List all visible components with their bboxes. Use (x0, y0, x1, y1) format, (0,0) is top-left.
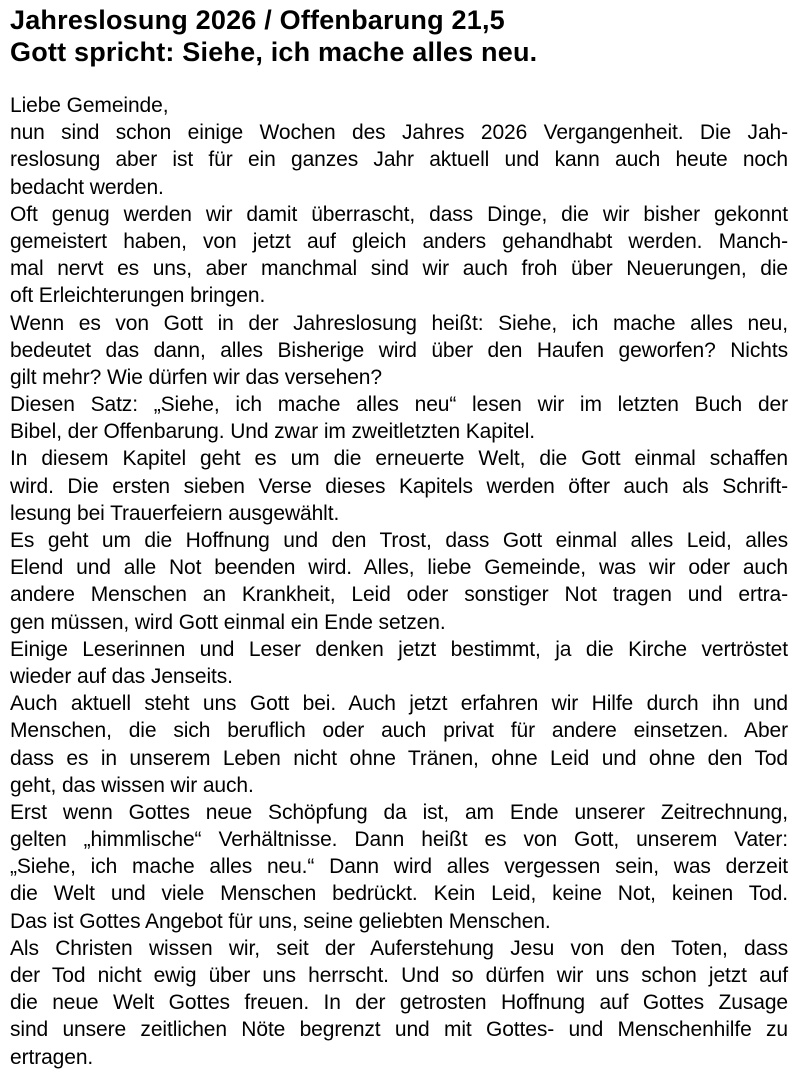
text-line: reslosung aber ist für ein ganzes Jahr aktuell und kann auch heute noch (10, 148, 788, 172)
text-line: gelten „himmlische“ Verhältnisse. Dann heißt es von Gott, unserem Vater: (10, 828, 788, 852)
paragraph (10, 391, 788, 445)
text-line: mal nervt es uns, aber manchmal sind wir auch froh über Neuerungen, die (10, 257, 788, 281)
paragraph (10, 799, 788, 935)
text-line: Diesen Satz: „Siehe, ich mache alles neu“ lesen wir im letzten Buch der (10, 393, 788, 417)
text-line: wieder auf das Jenseits. (10, 664, 233, 688)
text-line: sind unsere zeitlichen Nöte begrenzt und mit Gottes- und Menschenhilfe zu (10, 1018, 788, 1042)
title-line-2: Gott spricht: Siehe, ich mache alles neu. (10, 37, 538, 67)
text-line: die neue Welt Gottes freuen. In der getrosten Hoffnung auf Gottes Zusage (10, 991, 788, 1015)
text-line: geht, das wissen wir auch. (10, 773, 254, 797)
paragraph (10, 201, 788, 310)
text-line: „Siehe, ich mache alles neu.“ Dann wird alles vergessen sein, was derzeit (10, 855, 788, 879)
paragraph (10, 119, 788, 201)
paragraph (10, 527, 788, 636)
text-line: oft Erleichterungen bringen. (10, 284, 266, 308)
text-line: andere Menschen an Krankheit, Leid oder sonstiger Not tragen und ertra- (10, 583, 788, 607)
text-line: nun sind schon einige Wochen des Jahres 2026 Vergangenheit. Die Jah- (10, 121, 788, 145)
text-line: ertragen. (10, 1045, 94, 1069)
text-line: Liebe Gemeinde, (10, 94, 169, 117)
text-line: gemeistert haben, von jetzt auf gleich anders gehandhabt werden. Manch- (10, 229, 788, 253)
text-line: Auch aktuell steht uns Gott bei. Auch jetzt erfahren wir Hilfe durch ihn und (10, 692, 788, 716)
text-line: In diesem Kapitel geht es um die erneuerte Welt, die Gott einmal schaffen (10, 447, 788, 471)
paragraph (10, 690, 788, 799)
text-line: lesung bei Trauerfeiern ausgewählt. (10, 501, 340, 525)
text-line: bedacht werden. (10, 175, 164, 199)
text-line: die Welt und viele Menschen bedrückt. Kein Leid, keine Not, keinen Tod. (10, 882, 788, 906)
paragraph (10, 935, 788, 1071)
text-line: Als Christen wissen wir, seit der Auferstehung Jesu von den Toten, dass (10, 936, 788, 960)
document-body (10, 92, 788, 1071)
text-line: wird. Die ersten sieben Verse dieses Kapitels werden öfter auch als Schrift- (10, 474, 788, 498)
text-line: Es geht um die Hoffnung und den Trost, dass Gott einmal alles Leid, alles (10, 529, 788, 552)
text-line: Einige Leserinnen und Leser denken jetzt bestimmt, ja die Kirche vertröstet (10, 637, 788, 661)
text-line: gen müssen, wird Gott einmal ein Ende setzen. (10, 610, 446, 634)
text-line: der Tod nicht ewig über uns herrscht. Und so dürfen wir uns schon jetzt auf (10, 964, 788, 987)
text-line: gilt mehr? Wie dürfen wir das versehen? (10, 365, 382, 389)
text-line: dass es in unserem Leben nicht ohne Tränen, ohne Leid und ohne den Tod (10, 746, 788, 770)
paragraph (10, 636, 788, 690)
paragraph (10, 445, 788, 527)
text-line: Wenn es von Gott in der Jahreslosung heißt: Siehe, ich mache alles neu, (10, 311, 788, 335)
text-line: bedeutet das dann, alles Bisherige wird über den Haufen geworfen? Nichts (10, 338, 788, 362)
text-line: Erst wenn Gottes neue Schöpfung da ist, am Ende unserer Zeitrechnung, (10, 800, 788, 824)
text-line: Elend und alle Not beenden wird. Alles, liebe Gemeinde, was wir oder auch (10, 556, 788, 580)
text-line: Bibel, der Offenbarung. Und zwar im zweitletzten Kapitel. (10, 420, 536, 444)
document-title (10, 4, 788, 68)
title-line-1: Jahreslosung 2026 / Offenbarung 21,5 (10, 5, 505, 35)
text-line: Oft genug werden wir damit überrascht, dass Dinge, die wir bisher gekonnt (10, 202, 788, 226)
text-line: Das ist Gottes Angebot für uns, seine geliebten Menschen. (10, 909, 551, 933)
paragraph (10, 92, 788, 119)
text-line: Menschen, die sich beruflich oder auch privat für andere einsetzen. Aber (10, 719, 788, 743)
paragraph (10, 310, 788, 392)
